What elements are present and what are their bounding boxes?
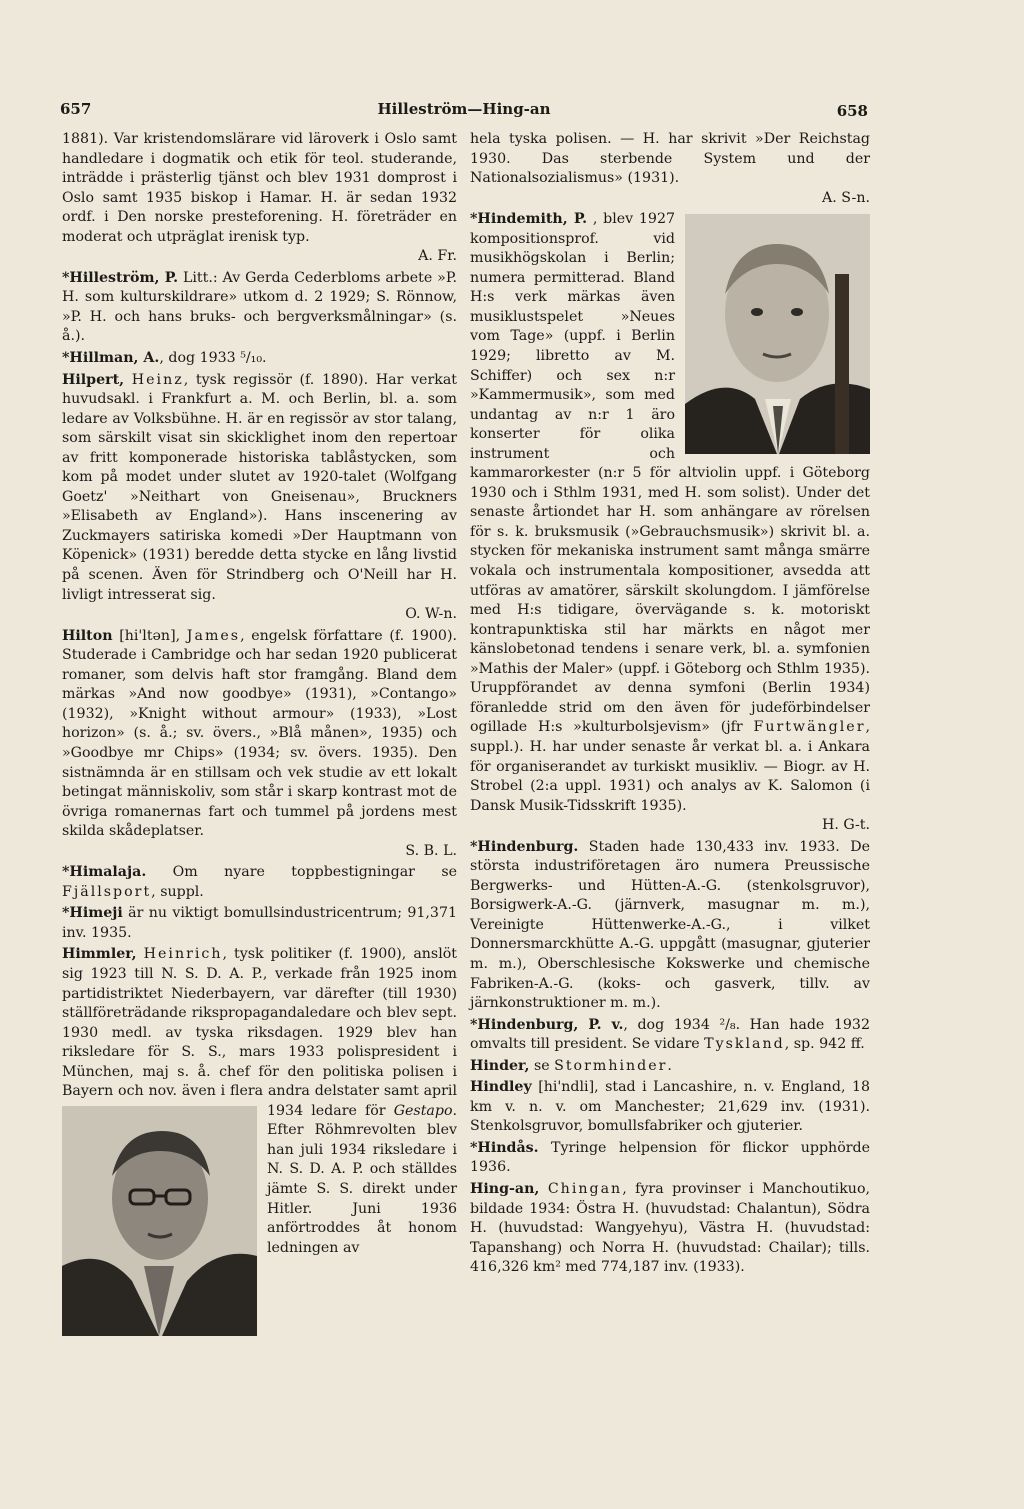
entry-hing-an: Hing-an, Chingan, fyra provinser i Manchoutikuo, bildade 1934: Östra H. (huvudstad: Chalantun), Södra H. (huvudstad: Wangyehyu), Västra H. (huvudstad: Tapanshang) och Norra H. (huvudstad: Chailar); tills. 416,326 km² med 774,187 inv. (1933). bbox=[470, 1180, 870, 1276]
headword: *Hillman, A. bbox=[62, 350, 160, 367]
cross-reference: Tyskland bbox=[704, 1036, 785, 1053]
headword: *Hindenburg. bbox=[470, 838, 579, 855]
author-signature: A. S-n. bbox=[822, 189, 870, 206]
entry-hindley: Hindley [hi'ndli], stad i Lancashire, n. v. England, 18 km v. n. v. om Manchester; 21,629 inv. (1931). Stenkolsgruvor, bomullsfabriker och gjuterier. bbox=[470, 1079, 870, 1135]
headword: *Himeji bbox=[62, 905, 123, 922]
cross-reference: Stormhinder bbox=[554, 1057, 668, 1074]
cross-reference: Furtwängler bbox=[753, 719, 866, 736]
cross-reference: Fjällsport bbox=[62, 883, 152, 900]
entry-hindas: *Hindås. Tyringe helpension för flickor upphörde 1936. bbox=[470, 1139, 870, 1176]
page-number-left: 657 bbox=[60, 100, 92, 118]
entry-himalaja: *Himalaja. Om nyare toppbestigningar se Fjällsport, suppl. bbox=[62, 864, 457, 900]
author-signature: S. B. L. bbox=[405, 842, 457, 859]
headword: Hing-an, bbox=[470, 1180, 540, 1197]
entry-continuation: 1881). Var kristendomslärare vid läroverk i Oslo samt handledare i dogmatik och etik för teol. studerande, inträdde i prästerlig tjänst och blev 1931 domprost i Oslo samt 1935 biskop i Hamar. H. är sedan 1932 ordf. i Den norske presteforening. H. företräder en moderat och utpräglat irenisk typ. A. Fr. bbox=[62, 130, 457, 267]
entry-hilpert: Hilpert, Heinz, tysk regissör (f. 1890). Har verkat huvudsakl. i Frankfurt a. M. och Berlin, bl. a. som ledare av Volksbühne. H. är en regissör av stor talang, som särskilt visat sin skicklighet inom den repertoar av fritt komponerade historiska tablåstycken, som kom på modet under slutet av 1920-talet (Wolfgang Goetz' »Neithart von Gneisenau», Bruckners »Elisabeth av England»). Hans inscenering av Zuckmayers satiriska komedi »Der Hauptmann von Köpenick» (1931) beredde detta stycke en lång livstid på scenen. Även för Strindberg och O'Neill har H. livligt intresserat sig. O. W-n. bbox=[62, 371, 457, 625]
running-title: Hilleström—Hing-an bbox=[377, 100, 551, 118]
left-column bbox=[62, 130, 457, 1340]
headword: Hinder, bbox=[470, 1057, 530, 1074]
entry-hindemith: *Hindemith, P. , blev 1927 kompositionsprof. vid musikhögskolan i Berlin; numera permitterad. Bland H:s verk märkas även musiklustspelet »Neues vom Tage» (uppf. i Berlin 1929; libretto av M. Schiffer) och sex n:r »Kammermusik», som med undantag av n:r 1 äro konserter för olika instrument och kammarorkester (n:r 5 för altviolin uppf. i Göteborg 1930 och i Sthlm 1931, med H. som solist). Under det senaste årtiondet har H. som anhängare av rörelsen för s. k. bruksmusik (»Gebrauchsmusik») skrivit bl. a. stycken för mekaniska instrument samt många smärre vokala och instrumentala kompositioner, avsedda att utföras av amatörer, särskilt skolungdom. I jämförelse med H:s tidigare, övervägande s. k. motoriskt kontrapunktiska stil har märkts en något mer känslobetonad tendens i senare verk, bl. a. symfonien »Mathis der Maler» (uppf. i Göteborg och Sthlm 1935). Uruppförandet av denna symfoni (Berlin 1934) föranledde strid om den även för judeförbindelser ogillade H:s »kulturbolsjevism» (jfr Furtwängler, suppl.). H. har under senaste år verkat bl. a. i Ankara för organiserandet av turkiskt musikliv. — Biogr. av H. Strobel (2:a uppl. 1931) och analys av K. Salomon (i Dansk Musik-Tidsskrift 1935). H. G-t. bbox=[470, 210, 870, 836]
headword: Hilton bbox=[62, 627, 113, 644]
headword: *Hindemith, P. bbox=[470, 211, 588, 228]
entry-hindenburg-person: *Hindenburg, P. v., dog 1934 ²/₈. Han hade 1932 omvalts till president. Se vidare Tyskland, sp. 942 ff. bbox=[470, 1016, 870, 1053]
author-signature: A. Fr. bbox=[418, 248, 457, 265]
entry-himmler: Himmler, Heinrich, tysk politiker (f. 1900), anslöt sig 1923 till N. S. D. A. P., verkade från 1925 inom partidistriktet Niederbayern, var därefter (till 1930) ställföreträdande rikspropagandaledare och blev sept. 1930 medl. av tyska riksdagen. 1929 blev han riksledare för S. S., mars 1933 polispresident i München, maj s. å. chef för den politiska polisen i Bayern och nov. även i flera andra delstater samt april 1934 ledare för Gestapo. Efter Röhmrevolten blev han juli 1934 riksledare i N. S. D. A. P. och ställdes jämte S. S. direkt under Hitler. Juni 1936 anförtroddes åt honom ledningen av bbox=[62, 945, 457, 1258]
headword: *Hilleström, P. bbox=[62, 269, 179, 286]
right-column bbox=[470, 130, 870, 1280]
entry-continuation: hela tyska polisen. — H. har skrivit »Der Reichstag 1930. Das sterbende System und der Nationalsozialismus» (1931). A. S-n. bbox=[470, 130, 870, 208]
entry-hindenburg-city: *Hindenburg. Staden hade 130,433 inv. 1933. De största industriföretagen äro numera Preussische Bergwerks- und Hütten-A.-G. (stenkolsgruvor), Borsigwerk-A.-G. (järnverk, masugnar m. m.), Vereinigte Hüttenwerke-A.-G., i vilket Donnersmarckhütte A.-G. uppgått (masugnar, gjuterier m. m.), Oberschlesische Kokswerke und chemische Fabriken-A.-G. (koks- och gasverk, tillv. av järnkonstruktioner m. m.). bbox=[470, 838, 870, 1012]
entry-hillestrom: *Hilleström, P. Litt.: Av Gerda Cederbloms arbete »P. H. som kulturskildrare» utkom d. 2 1929; S. Rönnow, »P. H. och hans bruks- och bergverksmålningar» (s. å.). bbox=[62, 269, 458, 345]
headword: *Hindås. bbox=[470, 1139, 539, 1156]
entry-hillman: *Hillman, A., dog 1933 ⁵/₁₀. bbox=[62, 350, 267, 367]
page-header bbox=[60, 100, 868, 124]
entry-himeji: *Himeji är nu viktigt bomullsindustricentrum; 91,371 inv. 1935. bbox=[62, 905, 457, 941]
portrait-photo-hindemith bbox=[685, 214, 870, 454]
entry-hilton: Hilton [hi'ltən], James, engelsk författare (f. 1900). Studerade i Cambridge och har sedan 1920 publicerat romaner, som delvis haft stor framgång. Bland dem märkas »And now goodbye» (1931), »Contango» (1932), »Knight without armour» (1933), »Lost horizon» (s. å.; sv. övers., »Blå månen», 1935) och »Goodbye mr Chips» (1934; sv. övers. 1935). Den sistnämnda är en stillsam och vek studie av ett lokalt betingat människoliv, som står i skarp kontrast mot de övriga romanernas fart och tummel på jordens mest skilda skådeplatser. S. B. L. bbox=[62, 627, 457, 862]
headword: Hilpert, bbox=[62, 371, 125, 388]
headword: Hindley bbox=[470, 1079, 532, 1096]
headword: Himmler, bbox=[62, 946, 137, 963]
author-signature: O. W-n. bbox=[405, 606, 457, 623]
headword: *Himalaja. bbox=[62, 864, 147, 881]
page-number-right: 658 bbox=[836, 102, 868, 120]
entry-hinder: Hinder, se Stormhinder. bbox=[470, 1057, 672, 1074]
headword: *Hindenburg, P. v. bbox=[470, 1016, 624, 1033]
portrait-photo-himmler bbox=[62, 1106, 257, 1336]
author-signature: H. G-t. bbox=[822, 817, 870, 834]
